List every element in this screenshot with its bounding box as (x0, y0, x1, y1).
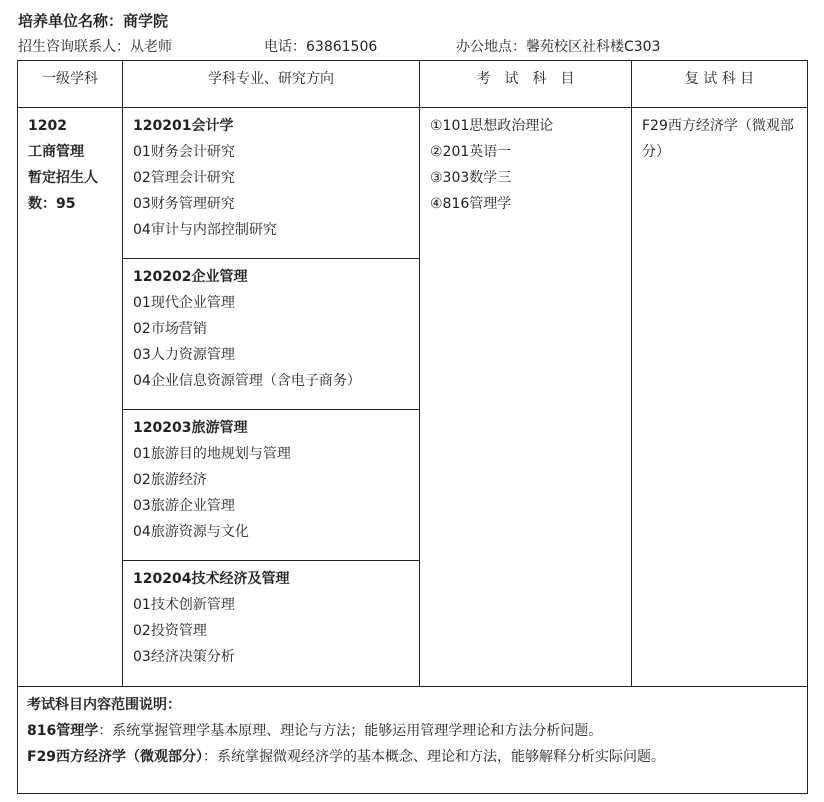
exam-subject: ②201英语一 (430, 144, 512, 160)
direction-item: 02旅游经济 (133, 472, 207, 488)
major-cell-tech-economics (133, 566, 289, 670)
exam-subject: ①101思想政治理论 (430, 118, 554, 134)
major-cell-enterprise (133, 264, 361, 394)
note-item-management (27, 720, 602, 740)
retest-subject: F29西方经济学（微观部分） (642, 118, 794, 160)
quota-label: 暂定招生人 (28, 170, 98, 186)
direction-item: 01旅游目的地规划与管理 (133, 446, 291, 462)
header-divider (17, 107, 808, 108)
note-item-economics (27, 746, 665, 766)
direction-item: 04旅游资源与文化 (133, 524, 249, 540)
notes-divider (17, 686, 808, 687)
discipline-cell (28, 113, 98, 217)
direction-item: 02投资管理 (133, 623, 207, 639)
direction-item: 04企业信息资源管理（含电子商务） (133, 373, 361, 389)
direction-item: 02市场营销 (133, 321, 207, 337)
discipline-code: 1202 (28, 118, 67, 134)
note-text: ：系统掌握管理学基本原理、理论与方法；能够运用管理学理论和方法分析问题。 (98, 723, 603, 739)
major-divider-2 (122, 409, 419, 410)
notes-heading: 考试科目内容范围说明： (27, 697, 181, 713)
major-title: 120203旅游管理 (133, 420, 248, 436)
contact-person: 招生咨询联系人：从老师 (18, 39, 172, 55)
col-header-discipline: 一级学科 (42, 71, 98, 87)
col-header-major: 学科专业、研究方向 (208, 71, 334, 87)
direction-item: 01现代企业管理 (133, 295, 235, 311)
direction-item: 01财务会计研究 (133, 144, 235, 160)
major-divider-1 (122, 258, 419, 259)
direction-item: 02管理会计研究 (133, 170, 235, 186)
direction-item: 03财务管理研究 (133, 196, 235, 212)
office-location: 办公地点：馨苑校区社科楼C303 (456, 39, 661, 55)
quota-value: 数：95 (28, 196, 76, 212)
direction-item: 04审计与内部控制研究 (133, 222, 277, 238)
direction-item: 01技术创新管理 (133, 597, 235, 613)
direction-item: 03人力资源管理 (133, 347, 235, 363)
major-cell-accounting (133, 113, 277, 243)
unit-name: 培养单位名称：商学院 (18, 12, 169, 30)
exam-subject: ③303数学三 (430, 170, 512, 186)
discipline-name: 工商管理 (28, 144, 84, 160)
major-title: 120201会计学 (133, 118, 234, 134)
col-divider-3 (631, 60, 632, 686)
direction-item: 03旅游企业管理 (133, 498, 235, 514)
col-divider-2 (419, 60, 420, 686)
col-divider-1 (122, 60, 123, 686)
major-title: 120204技术经济及管理 (133, 571, 290, 587)
major-title: 120202企业管理 (133, 269, 248, 285)
contact-info-row (0, 36, 824, 56)
note-text: ：系统掌握微观经济学的基本概念、理论和方法，能够解释分析实际问题。 (203, 749, 666, 765)
major-cell-tourism (133, 415, 291, 545)
note-label: 816管理学 (27, 723, 99, 739)
note-label: F29西方经济学（微观部分） (27, 749, 204, 765)
phone-number: 电话：63861506 (264, 39, 378, 55)
col-header-exam: 考 试 科 目 (476, 71, 575, 87)
exam-subjects-cell (430, 113, 553, 217)
major-divider-3 (122, 560, 419, 561)
col-header-retest: 复 试 科 目 (684, 71, 755, 87)
direction-item: 03经济决策分析 (133, 649, 235, 665)
exam-subject: ④816管理学 (430, 196, 512, 212)
